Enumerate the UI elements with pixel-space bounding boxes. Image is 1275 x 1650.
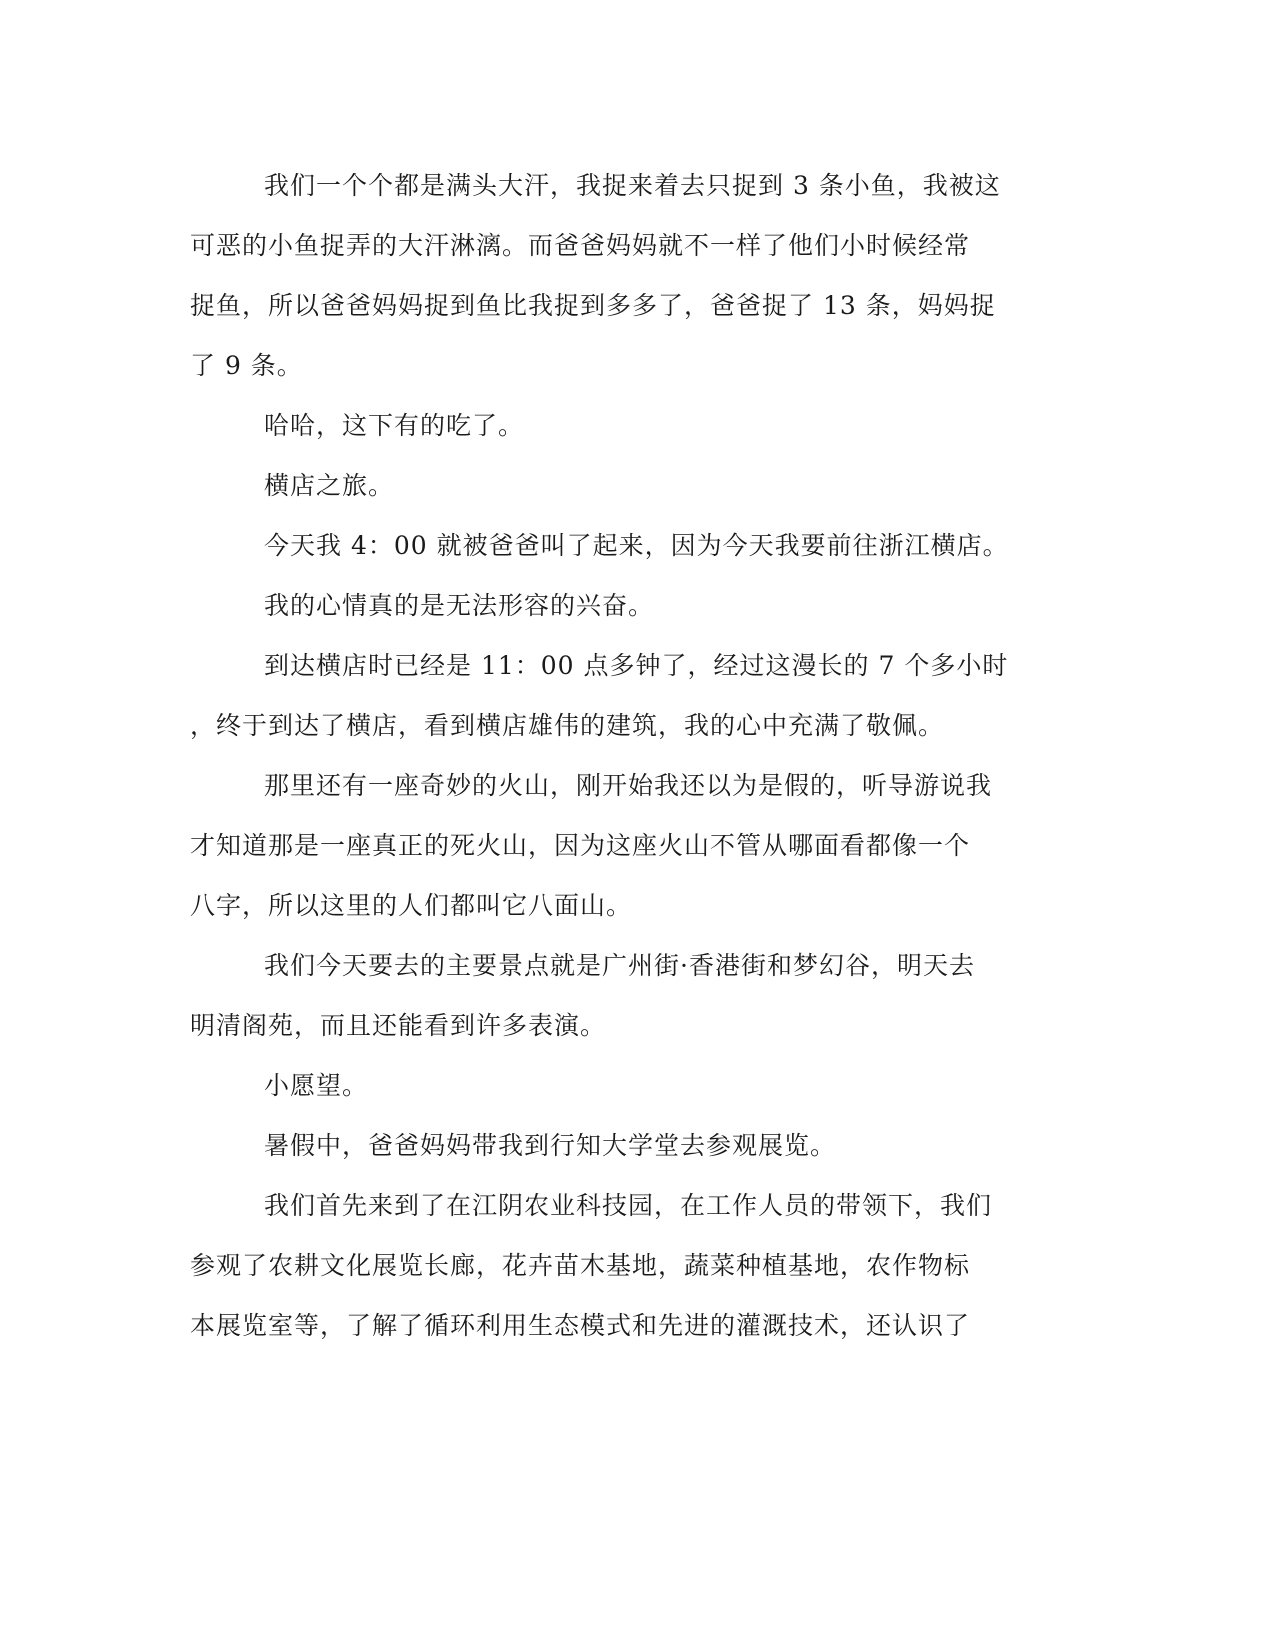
text-line: 我们一个个都是满头大汗，我捉来着去只捉到 3 条小鱼，我被这	[264, 171, 1001, 200]
text-line: 本展览室等，了解了循环利用生态模式和先进的灌溉技术，还认识了	[190, 1311, 971, 1340]
text-line: 可恶的小鱼捉弄的大汗淋漓。而爸爸妈妈就不一样了他们小时候经常	[190, 231, 971, 260]
text-line: 参观了农耕文化展览长廊，花卉苗木基地，蔬菜种植基地，农作物标	[190, 1251, 971, 1280]
text-line: 捉鱼，所以爸爸妈妈捉到鱼比我捉到多多了，爸爸捉了 13 条，妈妈捉	[190, 291, 996, 320]
text-line: 到达横店时已经是 11：00 点多钟了，经过这漫长的 7 个多小时	[264, 651, 1009, 680]
text-line: 那里还有一座奇妙的火山，刚开始我还以为是假的，听导游说我	[264, 771, 993, 800]
text-line: 我的心情真的是无法形容的兴奋。	[264, 591, 655, 620]
text-line: 明清阁苑，而且还能看到许多表演。	[190, 1011, 607, 1040]
text-line: 我们今天要去的主要景点就是广州街·香港街和梦幻谷，明天去	[264, 951, 975, 980]
text-line: 今天我 4：00 就被爸爸叫了起来，因为今天我要前往浙江横店。	[264, 531, 1009, 560]
text-line: 我们首先来到了在江阴农业科技园，在工作人员的带领下，我们	[264, 1191, 993, 1220]
text-line: 暑假中，爸爸妈妈带我到行知大学堂去参观展览。	[264, 1131, 837, 1160]
text-line: 哈哈，这下有的吃了。	[264, 411, 525, 440]
section-heading: 横店之旅。	[264, 471, 395, 500]
text-line: 八字，所以这里的人们都叫它八面山。	[190, 891, 633, 920]
text-line: 了 9 条。	[190, 351, 303, 380]
text-line: 才知道那是一座真正的死火山，因为这座火山不管从哪面看都像一个	[190, 831, 971, 860]
text-line: ，终于到达了横店，看到横店雄伟的建筑，我的心中充满了敬佩。	[190, 711, 945, 740]
document-body	[190, 156, 1090, 1356]
section-heading: 小愿望。	[264, 1071, 369, 1100]
